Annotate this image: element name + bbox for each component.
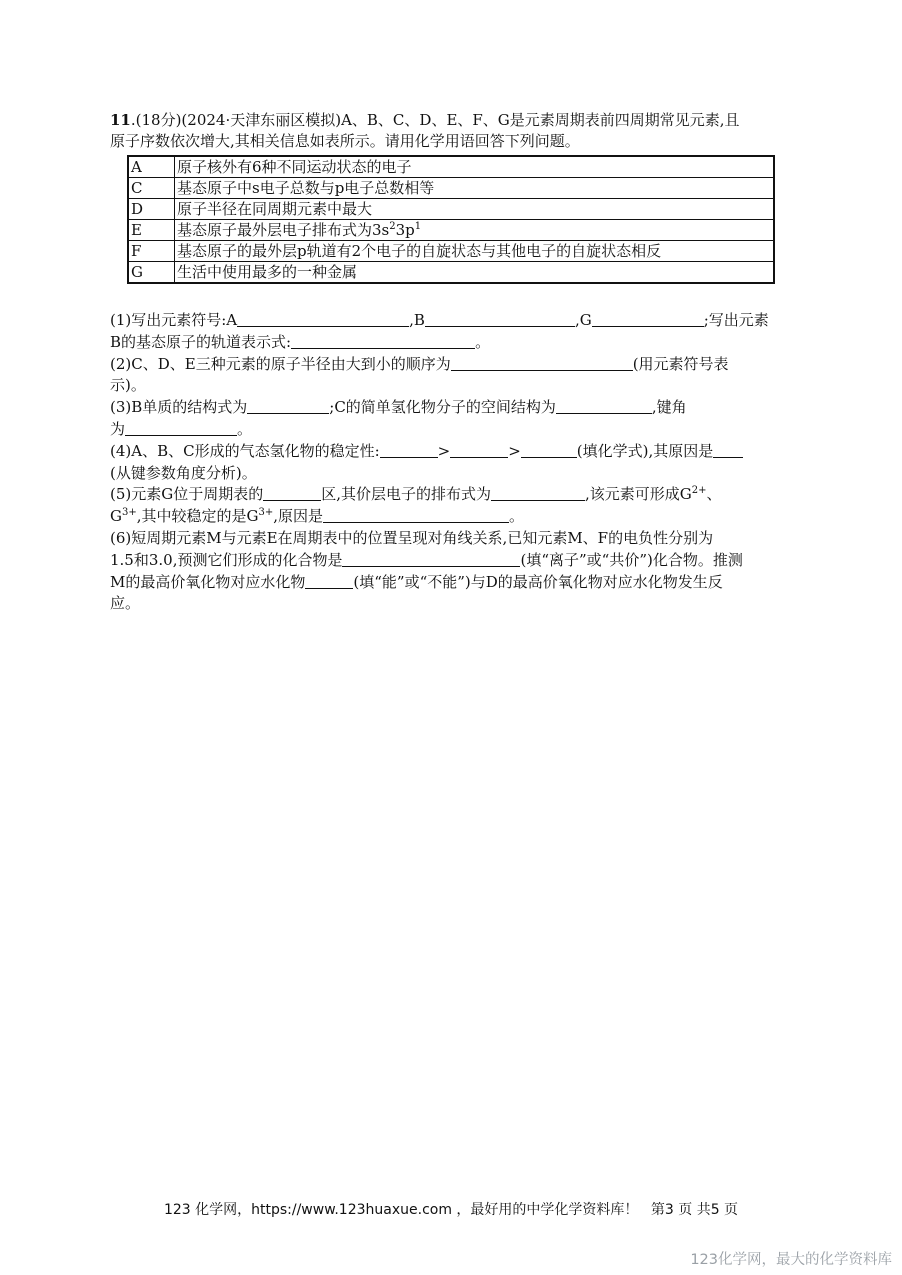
config-part: 3p bbox=[395, 221, 415, 239]
footer-site: 123 化学网，https://www.123huaxue.com ，最好用的中学化学资料库！ bbox=[163, 1202, 639, 1218]
text: ,G bbox=[574, 311, 592, 329]
text: 。 bbox=[509, 507, 525, 526]
row-key: D bbox=[128, 199, 175, 220]
text: 。 bbox=[475, 332, 491, 351]
ion-charge: 2+ bbox=[691, 485, 707, 497]
text: 示)。 bbox=[110, 376, 146, 395]
row-text: 原子半径在同周期元素中最大 bbox=[175, 199, 775, 220]
text: (2)C、D、E三种元素的原子半径由大到小的顺序为 bbox=[110, 354, 451, 373]
page-footer bbox=[0, 1199, 902, 1219]
question-number: 11 bbox=[110, 111, 131, 129]
config-sup: 1 bbox=[414, 221, 422, 232]
answer-blank[interactable] bbox=[425, 311, 575, 327]
text: (5)元素G位于周期表的 bbox=[110, 485, 264, 504]
text: (从键参数角度分析)。 bbox=[110, 463, 257, 482]
text: > bbox=[437, 441, 451, 460]
text: > bbox=[508, 441, 521, 460]
row-text: 生活中使用最多的一种金属 bbox=[175, 262, 775, 284]
text: ,B bbox=[409, 311, 425, 329]
text: (填化学式),其原因是 bbox=[576, 441, 714, 460]
answer-blank[interactable] bbox=[263, 485, 321, 501]
text: ,原因是 bbox=[273, 507, 324, 526]
text: ,其中较稳定的是G bbox=[136, 507, 259, 526]
question-intro-line1: .(18分)(2024·天津东丽区模拟)A、B、C、D、E、F、G是元素周期表前四周期常见元素,且 bbox=[130, 111, 740, 129]
subquestion-5 bbox=[110, 484, 794, 528]
text: (1)写出元素符号:A bbox=[110, 311, 238, 329]
row-key: E bbox=[128, 220, 175, 241]
text: (填“能”或“不能”)与D的最高价氧化物对应水化物发生反 bbox=[353, 572, 723, 591]
config-part: 基态原子最外层电子排布式为3s bbox=[177, 221, 390, 239]
answer-blank[interactable] bbox=[342, 551, 520, 567]
text: 为 bbox=[110, 419, 126, 438]
text: (3)B单质的结构式为 bbox=[110, 398, 248, 417]
text: (6)短周期元素M与元素E在周期表中的位置呈现对角线关系,已知元素M、F的电负性分别为 bbox=[110, 528, 714, 547]
answer-blank[interactable] bbox=[450, 442, 508, 458]
ion-charge: 3+ bbox=[121, 507, 137, 519]
row-text: 基态原子中s电子总数与p电子总数相等 bbox=[175, 178, 775, 199]
text: ,键角 bbox=[651, 398, 687, 417]
answer-blank[interactable] bbox=[291, 333, 475, 349]
answer-blank[interactable] bbox=[247, 398, 329, 414]
answer-blank[interactable] bbox=[451, 355, 633, 371]
question-header bbox=[110, 110, 800, 152]
text: G bbox=[110, 507, 122, 526]
table-row bbox=[128, 220, 774, 241]
answer-blank[interactable] bbox=[713, 442, 743, 458]
row-text: 原子核外有6种不同运动状态的电子 bbox=[175, 156, 775, 178]
answer-blank[interactable] bbox=[305, 573, 353, 589]
row-text: 基态原子的最外层p轨道有2个电子的自旋状态与其他电子的自旋状态相反 bbox=[175, 241, 775, 262]
row-key: C bbox=[128, 178, 175, 199]
answer-blank[interactable] bbox=[521, 442, 577, 458]
text: (填“离子”或“共价”)化合物。推测 bbox=[520, 550, 743, 569]
table-row bbox=[128, 262, 774, 284]
row-key: F bbox=[128, 241, 175, 262]
question-intro-line2: 原子序数依次增大,其相关信息如表所示。请用化学用语回答下列问题。 bbox=[110, 132, 580, 150]
watermark-text: 123化学网，最大的化学资料库 bbox=[690, 1252, 892, 1268]
row-key: G bbox=[128, 262, 175, 284]
answer-blank[interactable] bbox=[556, 398, 652, 414]
table-row bbox=[128, 178, 774, 199]
element-info-table bbox=[127, 155, 775, 284]
text: 应。 bbox=[110, 594, 141, 613]
table-row bbox=[128, 199, 774, 220]
subquestion-6 bbox=[110, 528, 794, 615]
answer-blank[interactable] bbox=[491, 485, 585, 501]
text: (4)A、B、C形成的气态氢化物的稳定性: bbox=[110, 441, 380, 460]
answer-blank[interactable] bbox=[592, 311, 704, 327]
text: 区,其价层电子的排布式为 bbox=[321, 485, 492, 504]
text: M的最高价氧化物对应水化物 bbox=[110, 572, 306, 591]
subquestions bbox=[110, 310, 794, 615]
row-key: A bbox=[128, 156, 175, 178]
text: B的基态原子的轨道表示式: bbox=[110, 332, 292, 351]
subquestion-4 bbox=[110, 441, 794, 485]
text: ,该元素可形成G bbox=[585, 485, 692, 504]
config-sup: 2 bbox=[389, 221, 396, 232]
answer-blank[interactable] bbox=[380, 442, 438, 458]
row-text bbox=[175, 220, 775, 241]
table-row bbox=[128, 156, 774, 178]
answer-blank[interactable] bbox=[125, 420, 237, 436]
ion-charge: 3+ bbox=[258, 507, 274, 519]
subquestion-2 bbox=[110, 354, 794, 398]
text: 。 bbox=[237, 419, 253, 438]
footer-page-number: 第3 页 共5 页 bbox=[650, 1202, 739, 1218]
subquestion-1 bbox=[110, 310, 794, 354]
subquestion-3 bbox=[110, 397, 794, 441]
text: ;写出元素 bbox=[703, 311, 769, 329]
text: 1.5和3.0,预测它们形成的化合物是 bbox=[110, 550, 343, 569]
answer-blank[interactable] bbox=[323, 507, 509, 523]
text: ;C的简单氢化物分子的空间结构为 bbox=[329, 398, 556, 417]
answer-blank[interactable] bbox=[237, 311, 409, 327]
text: 、 bbox=[706, 485, 722, 504]
table-row bbox=[128, 241, 774, 262]
text: (用元素符号表 bbox=[632, 354, 729, 373]
